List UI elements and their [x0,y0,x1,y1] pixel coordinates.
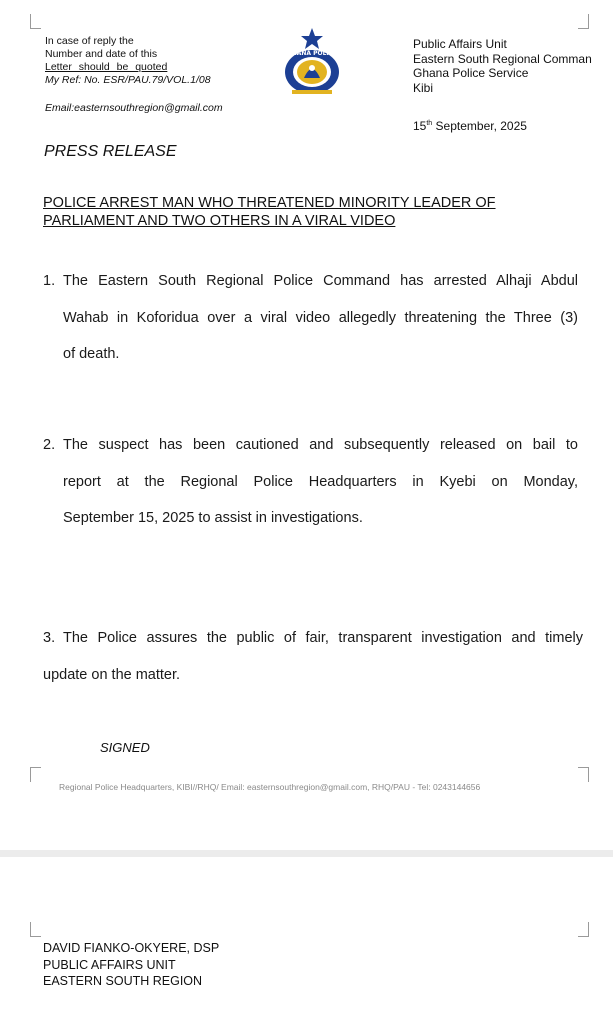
page-corner-mark [578,922,589,937]
date-day: 15 [413,119,427,133]
reply-note-line: Letter should be quoted [45,61,168,73]
reply-note-line: In case of reply the [45,35,134,47]
signature-block [43,940,219,990]
paragraph-number: 2. [43,437,56,453]
release-date [413,119,527,133]
unit-line: Kibi [413,80,434,95]
issuing-unit [413,37,592,95]
signed-label: SIGNED [100,740,150,755]
date-month-year: September, 2025 [432,119,527,133]
document-title: PRESS RELEASE [44,143,177,160]
page-break-divider [0,850,613,857]
paragraph-line: Wahab in Koforidua over a viral video allegedly threatening the Three (3) [63,309,578,326]
unit-line: Public Affairs Unit [413,37,507,51]
contact-email: Email:easternsouthregion@gmail.com [45,102,223,114]
reply-note [45,35,211,87]
date-suffix: th [426,120,433,127]
page-corner-mark [30,922,41,937]
paragraph-line: September 15, 2025 to assist in investigations. [63,510,363,526]
page-footer: Regional Police Headquarters, KIBI//RHQ/ Email: easternsouthregion@gmail.com, RHQ/PAU - Tel: 0243144656 [59,782,481,792]
unit-line: Eastern South Regional Comman [413,51,592,66]
press-headline: POLICE ARREST MAN WHO THREATENED MINORITY LEADER OF PARLIAMENT AND TWO OTHERS IN A VIRAL VIDEO [43,195,496,229]
page-corner-mark [578,767,589,782]
page-corner-mark [30,14,41,29]
reply-note-line: Number and date of this [45,48,158,60]
reference-number: My Ref: No. ESR/PAU.79/VOL.1/08 [45,74,211,86]
page-corner-mark [578,14,589,29]
signatory-unit: PUBLIC AFFAIRS UNIT [43,957,176,972]
signatory-name: DAVID FIANKO-OKYERE, DSP [43,941,220,955]
paragraph-line: The Police assures the public of fair, transparent investigation and timely [63,630,583,646]
paragraph-line: The suspect has been cautioned and subsequently released on bail to [63,437,578,453]
ghana-police-logo [282,28,342,96]
paragraph-number: 3. [43,630,56,646]
signatory-region: EASTERN SOUTH REGION [43,974,203,988]
page-corner-mark [30,767,41,782]
unit-line: Ghana Police Service [413,66,529,80]
paragraph-2 [43,427,578,537]
paragraph-line: update on the matter. [43,666,181,683]
paragraph-number: 1. [43,273,56,289]
svg-text:GHANA POLICE [287,50,337,57]
paragraph-line: report at the Regional Police Headquarters in Kyebi on Monday, [63,473,578,490]
paragraph-line: The Eastern South Regional Police Command has arrested Alhaji Abdul [63,273,578,289]
paragraph-line: of death. [63,346,120,362]
logo-text: GHANA POLICE [286,50,338,57]
paragraph-1 [43,263,578,373]
paragraph-3 [43,620,583,693]
